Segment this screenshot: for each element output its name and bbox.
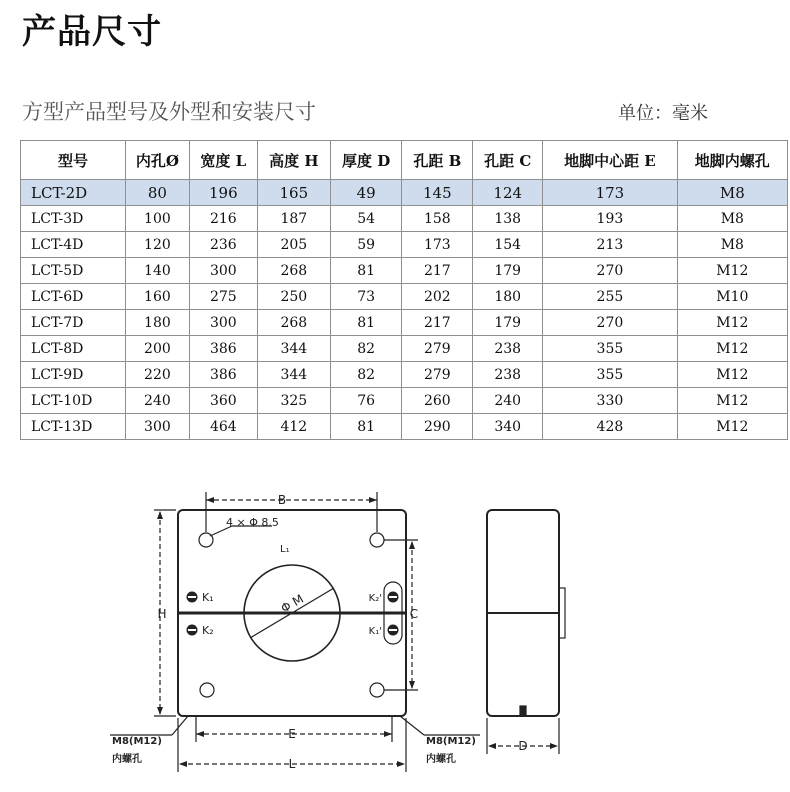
value-cell: 54 [330, 206, 401, 232]
label-d: D [518, 739, 528, 753]
arrow-h-bottom [157, 707, 163, 715]
value-cell: 279 [402, 336, 473, 362]
arrow-e-right [384, 731, 392, 737]
value-cell: 138 [473, 206, 543, 232]
value-cell: 325 [257, 388, 330, 414]
header-foot-distance: 地脚中心距 E [543, 141, 677, 180]
value-cell: 355 [543, 362, 677, 388]
value-cell: 217 [402, 310, 473, 336]
value-cell: M12 [677, 310, 787, 336]
dimension-drawing [0, 470, 790, 792]
value-cell: 290 [402, 414, 473, 440]
value-cell: 200 [125, 336, 189, 362]
label-l: L [288, 757, 296, 771]
value-cell: 279 [402, 362, 473, 388]
table-header-row [21, 141, 788, 180]
value-cell: 196 [189, 180, 257, 206]
table-row [21, 206, 788, 232]
value-cell: 81 [330, 310, 401, 336]
value-cell: 145 [402, 180, 473, 206]
value-cell: 300 [125, 414, 189, 440]
value-cell: 344 [257, 362, 330, 388]
value-cell: 268 [257, 310, 330, 336]
value-cell: 165 [257, 180, 330, 206]
value-cell: 81 [330, 258, 401, 284]
value-cell: 173 [543, 180, 677, 206]
label-l1: L₁ [280, 544, 290, 555]
thread-leader-left-diag [172, 716, 188, 735]
arrow-e-left [196, 731, 204, 737]
model-cell: LCT-8D [21, 336, 126, 362]
label-thread-right-sub: 内螺孔 [426, 754, 456, 765]
value-cell: M12 [677, 414, 787, 440]
value-cell: 330 [543, 388, 677, 414]
model-cell: LCT-3D [21, 206, 126, 232]
value-cell: 179 [473, 310, 543, 336]
value-cell: M12 [677, 388, 787, 414]
value-cell: M12 [677, 258, 787, 284]
value-cell: 270 [543, 310, 677, 336]
header-width: 宽度 L [189, 141, 257, 180]
page-title: 产品尺寸 [22, 12, 162, 52]
value-cell: 158 [402, 206, 473, 232]
table-row [21, 336, 788, 362]
value-cell: 216 [189, 206, 257, 232]
section-title: 方型产品型号及外型和安装尺寸 [22, 100, 316, 124]
model-cell: LCT-10D [21, 388, 126, 414]
value-cell: 355 [543, 336, 677, 362]
header-hole-c: 孔距 C [473, 141, 543, 180]
value-cell: 300 [189, 310, 257, 336]
value-cell: 213 [543, 232, 677, 258]
label-k2p: K₂' [368, 593, 382, 604]
label-k1: K₁ [202, 591, 214, 604]
label-k1p: K₁' [368, 626, 382, 637]
value-cell: 82 [330, 362, 401, 388]
label-b: B [277, 493, 287, 507]
table-row [21, 310, 788, 336]
value-cell: 217 [402, 258, 473, 284]
value-cell: 344 [257, 336, 330, 362]
side-foot [520, 706, 526, 716]
value-cell: 80 [125, 180, 189, 206]
value-cell: 300 [189, 258, 257, 284]
header-foot-thread: 地脚内螺孔 [677, 141, 787, 180]
value-cell: 179 [473, 258, 543, 284]
mount-hole-bottom-left [200, 683, 214, 697]
value-cell: M10 [677, 284, 787, 310]
value-cell: 268 [257, 258, 330, 284]
value-cell: 386 [189, 336, 257, 362]
arrow-c-top [409, 541, 415, 549]
value-cell: 386 [189, 362, 257, 388]
header-inner-hole: 内孔Ø [125, 141, 189, 180]
value-cell: 205 [257, 232, 330, 258]
value-cell: 240 [473, 388, 543, 414]
table-row [21, 180, 788, 206]
value-cell: 100 [125, 206, 189, 232]
value-cell: 270 [543, 258, 677, 284]
header-height: 高度 H [257, 141, 330, 180]
model-cell: LCT-13D [21, 414, 126, 440]
table-row [21, 388, 788, 414]
label-thread-right: M8(M12) [426, 736, 476, 747]
value-cell: M12 [677, 362, 787, 388]
model-cell: LCT-7D [21, 310, 126, 336]
value-cell: 412 [257, 414, 330, 440]
arrow-d-left [488, 743, 496, 749]
value-cell: 238 [473, 336, 543, 362]
value-cell: 238 [473, 362, 543, 388]
value-cell: 180 [125, 310, 189, 336]
model-cell: LCT-5D [21, 258, 126, 284]
value-cell: 236 [189, 232, 257, 258]
table-row [21, 284, 788, 310]
value-cell: 173 [402, 232, 473, 258]
table-row [21, 258, 788, 284]
label-c: C [409, 607, 419, 621]
spec-table [20, 140, 788, 440]
mount-hole-bottom-right [370, 683, 384, 697]
value-cell: 49 [330, 180, 401, 206]
value-cell: 73 [330, 284, 401, 310]
unit-label: 单位：毫米 [618, 103, 708, 124]
table-row [21, 232, 788, 258]
label-thread-left: M8(M12) [112, 736, 162, 747]
value-cell: 120 [125, 232, 189, 258]
model-cell: LCT-2D [21, 180, 126, 206]
value-cell: 180 [473, 284, 543, 310]
arrow-b-left [206, 497, 214, 503]
value-cell: 250 [257, 284, 330, 310]
table-row [21, 362, 788, 388]
value-cell: 81 [330, 414, 401, 440]
value-cell: 340 [473, 414, 543, 440]
label-h: H [157, 607, 167, 621]
value-cell: 82 [330, 336, 401, 362]
value-cell: 187 [257, 206, 330, 232]
label-thread-left-sub: 内螺孔 [112, 754, 142, 765]
label-e: E [288, 727, 296, 741]
header-hole-b: 孔距 B [402, 141, 473, 180]
value-cell: 202 [402, 284, 473, 310]
value-cell: 275 [189, 284, 257, 310]
value-cell: 193 [543, 206, 677, 232]
model-cell: LCT-9D [21, 362, 126, 388]
arrow-b-right [369, 497, 377, 503]
mount-hole-top-right [370, 533, 384, 547]
value-cell: 76 [330, 388, 401, 414]
arrow-c-bottom [409, 681, 415, 689]
value-cell: 464 [189, 414, 257, 440]
label-k2: K₂ [202, 624, 214, 637]
label-phi-m: Φ M [278, 591, 306, 616]
value-cell: 160 [125, 284, 189, 310]
arrow-h-top [157, 511, 163, 519]
value-cell: 255 [543, 284, 677, 310]
arrow-l-left [179, 761, 187, 767]
arrow-l-right [397, 761, 405, 767]
value-cell: M8 [677, 180, 787, 206]
value-cell: 260 [402, 388, 473, 414]
value-cell: 59 [330, 232, 401, 258]
value-cell: M8 [677, 206, 787, 232]
value-cell: 360 [189, 388, 257, 414]
arrow-d-right [550, 743, 558, 749]
model-cell: LCT-6D [21, 284, 126, 310]
value-cell: M12 [677, 336, 787, 362]
table-row [21, 414, 788, 440]
header-model: 型号 [21, 141, 126, 180]
model-cell: LCT-4D [21, 232, 126, 258]
value-cell: 154 [473, 232, 543, 258]
header-thickness: 厚度 D [330, 141, 401, 180]
value-cell: 240 [125, 388, 189, 414]
value-cell: 220 [125, 362, 189, 388]
value-cell: M8 [677, 232, 787, 258]
value-cell: 428 [543, 414, 677, 440]
value-cell: 140 [125, 258, 189, 284]
value-cell: 124 [473, 180, 543, 206]
thread-leader-right-diag [400, 716, 424, 735]
label-hole-spec: 4 × Φ 8.5 [226, 516, 279, 529]
